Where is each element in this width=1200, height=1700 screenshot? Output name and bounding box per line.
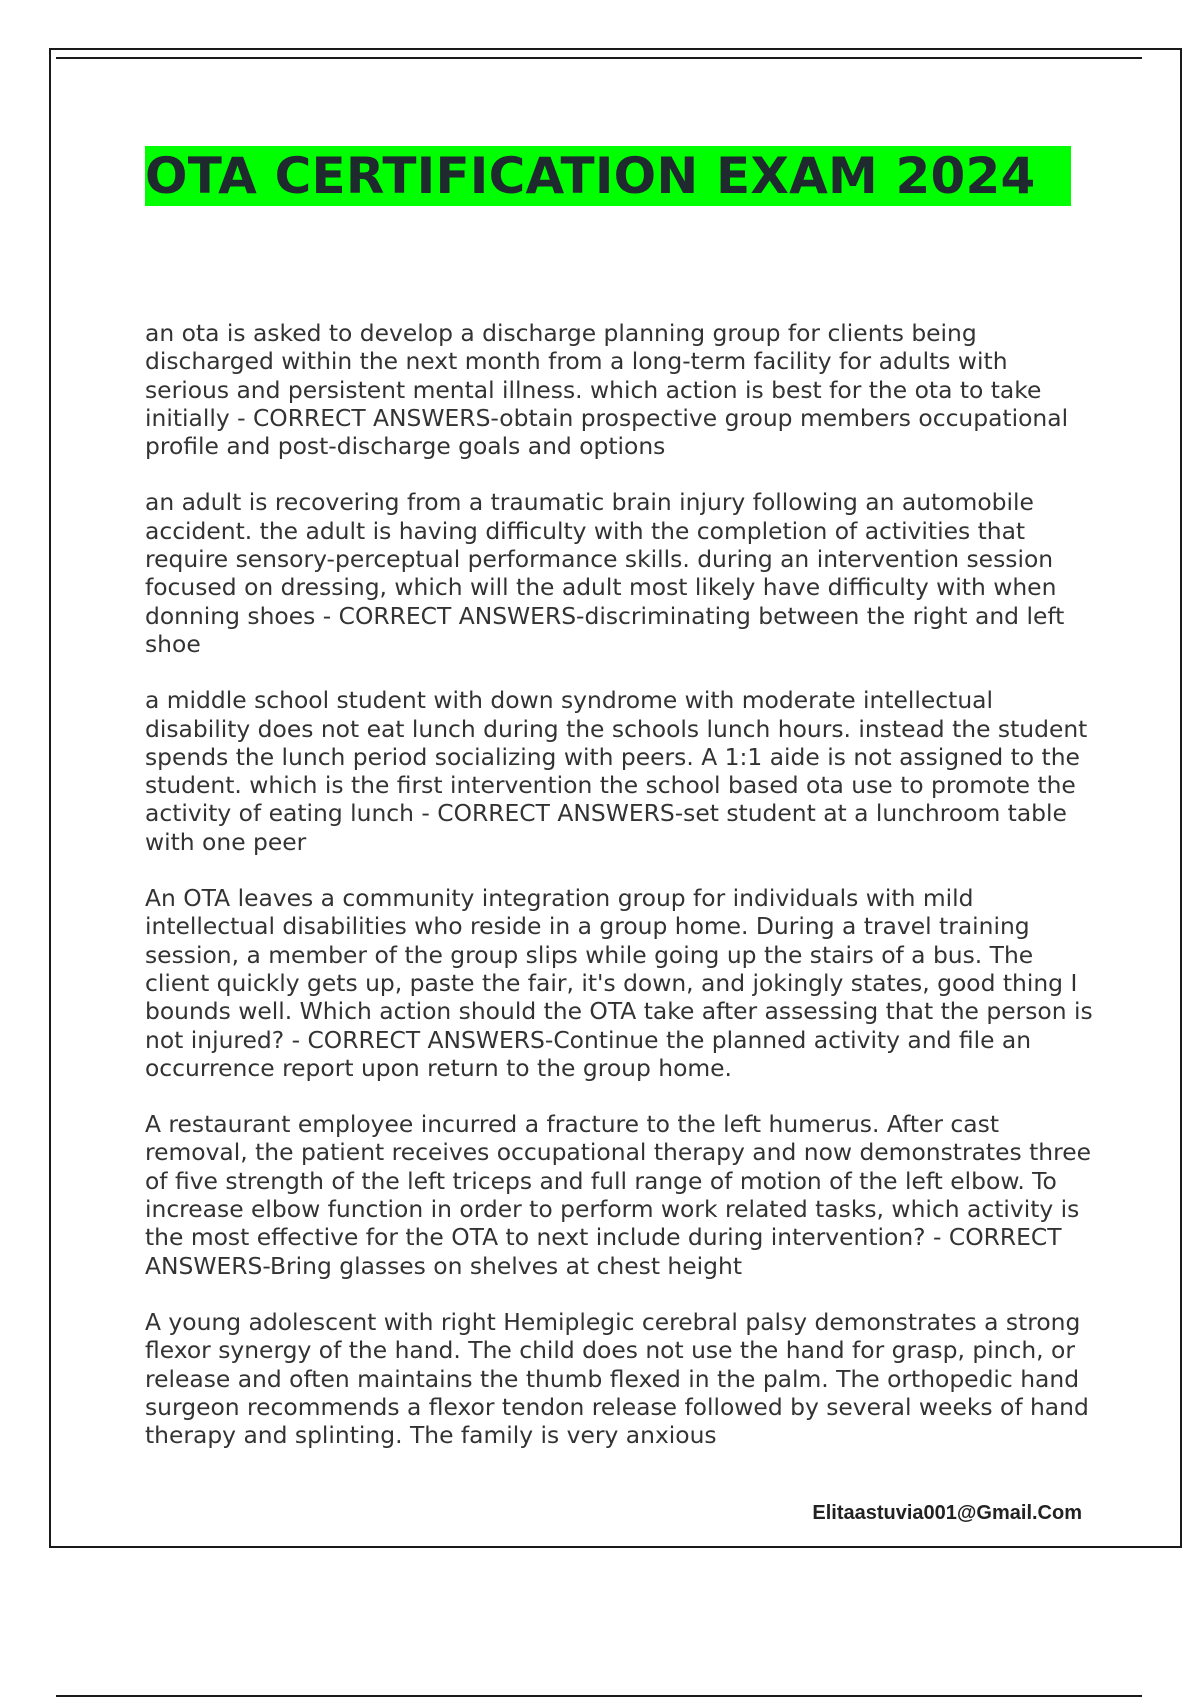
question-entry: an adult is recovering from a traumatic brain injury following an automobile accident. the adult is having difficulty with the completion of activities that require sensory-perceptual performance skills. during an intervention session focused on dressing, which will the adult most likely have difficulty with when donning shoes - CORRECT ANSWERS-discriminating between the right and left shoe — [145, 488, 1065, 658]
bottom-rule — [56, 1695, 1142, 1697]
question-entry: an ota is asked to develop a discharge planning group for clients being discharged within the next month from a long-term facility for adults with serious and persistent mental illness. which action is best for the ota to take initially - CORRECT ANSWERS-obtain prospective group members occupational profile and post-discharge goals and options — [145, 319, 1069, 461]
document-title: OTA CERTIFICATION EXAM 2024 — [145, 146, 1071, 206]
question-entry: A young adolescent with right Hemiplegic cerebral palsy demonstrates a strong flexor synergy of the hand. The child does not use the hand for grasp, pinch, or release and often maintains the thumb flexed in the palm. The orthopedic hand surgeon recommends a flexor tendon release followed by several weeks of hand therapy and splinting. The family is very anxious — [145, 1307, 1089, 1450]
question-list — [145, 319, 1095, 1477]
footer-email: Elitaastuvia001@Gmail.Com — [812, 1502, 1082, 1524]
question-entry: An OTA leaves a community integration group for individuals with mild intellectual disabilities who reside in a group home. During a travel training session, a member of the group slips while going up the stairs of a bus. The client quickly gets up, paste the fair, it's down, and jokingly states, good thing I bounds well. Which action should the OTA take after assessing that the person is not injured? - CORRECT ANSWERS-Continue the planned activity and file an occurrence report upon return to the group home. — [145, 884, 1093, 1082]
question-entry: a middle school student with down syndrome with moderate intellectual disability does not eat lunch during the schools lunch hours. instead the student spends the lunch period socializing with peers. A 1:1 aide is not assigned to the student. which is the first intervention the school based ota use to promote the activity of eating lunch - CORRECT ANSWERS-set student at a lunchroom table with one peer — [145, 686, 1088, 856]
question-entry: A restaurant employee incurred a fracture to the left humerus. After cast removal, the patient receives occupational therapy and now demonstrates three of five strength of the left triceps and full range of motion of the left elbow. To increase elbow function in order to perform work related tasks, which activity is the most effective for the OTA to next include during intervention? - CORRECT ANSWERS-Bring glasses on shelves at chest height — [145, 1110, 1091, 1280]
